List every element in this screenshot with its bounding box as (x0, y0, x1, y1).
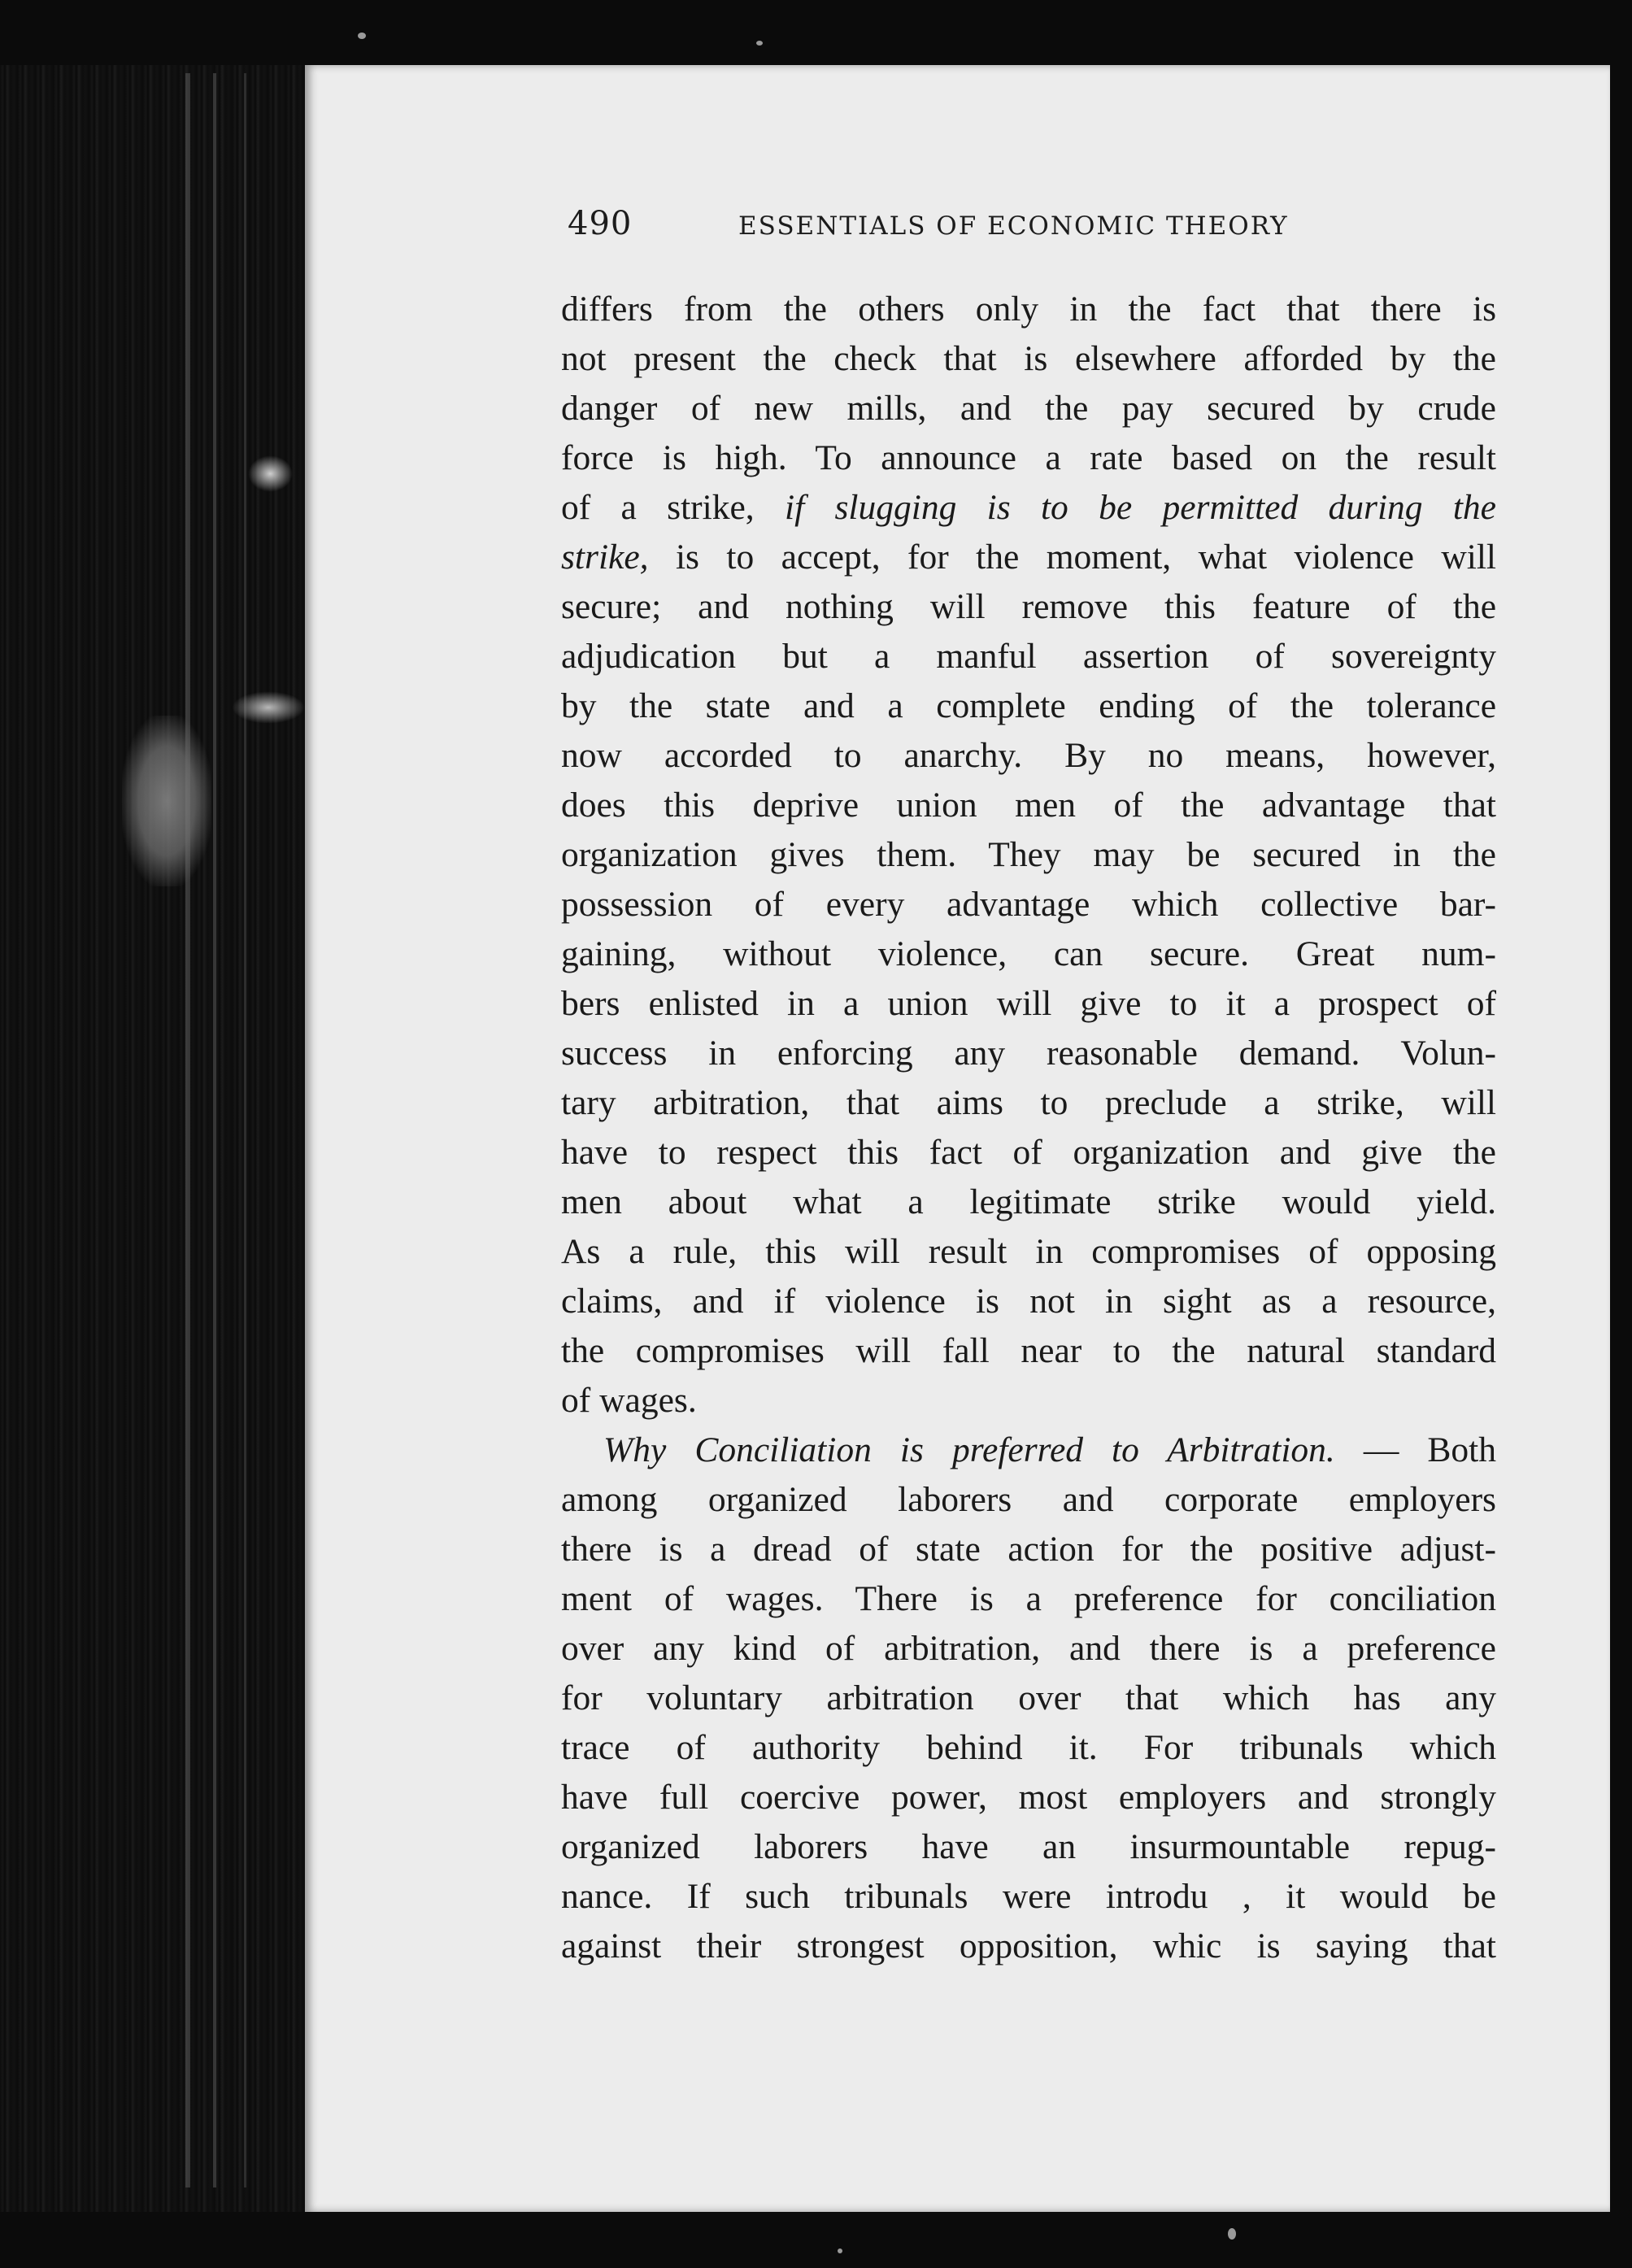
text-line: gaining, without violence, can secure. Great num- (561, 934, 1496, 973)
spine-stain (122, 716, 211, 886)
text-line: the compromises will fall near to the natural standard (561, 1331, 1496, 1370)
spine-fleck (248, 455, 293, 492)
text-line: now accorded to anarchy. By no means, however, (561, 736, 1496, 775)
running-head (568, 205, 1511, 242)
text-line: success in enforcing any reasonable demand. Volun- (561, 1034, 1496, 1073)
text-segment: of a strike, (561, 488, 785, 527)
text-line: tary arbitration, that aims to preclude a strike, will (561, 1083, 1496, 1122)
scan-speck (756, 41, 763, 46)
text-line: organization gives them. They may be secured in the (561, 835, 1496, 874)
spine-streak (213, 73, 216, 2187)
italic-phrase: strike, (561, 538, 649, 577)
section-heading: Why Conciliation is preferred to Arbitration. (603, 1430, 1335, 1469)
text-line: secure; and nothing will remove this feature of the (561, 587, 1496, 626)
text-line (561, 533, 1496, 582)
spine-fleck (232, 691, 305, 724)
scan-speck (358, 33, 366, 39)
text-line: of wages. (561, 1381, 697, 1420)
text-line: for voluntary arbitration over that which has any (561, 1678, 1496, 1717)
text-line: among organized laborers and corporate employers (561, 1480, 1496, 1519)
text-line: does this deprive union men of the advantage that (561, 786, 1496, 825)
scan-speck (1228, 2228, 1236, 2240)
section-heading-line (561, 1426, 1496, 1475)
text-line: men about what a legitimate strike would yield. (561, 1182, 1496, 1221)
spine-streak (244, 73, 246, 2187)
text-line: As a rule, this will result in compromises of opposing (561, 1232, 1496, 1271)
spine-streak (185, 73, 190, 2187)
book-spine-gutter (0, 65, 309, 2212)
text-line: over any kind of arbitration, and there is a preference (561, 1629, 1496, 1668)
text-line (561, 483, 1496, 533)
body-text (561, 285, 1496, 1971)
text-line: have to respect this fact of organization and give the (561, 1133, 1496, 1172)
text-segment: is to accept, for the moment, what violence will (648, 538, 1496, 577)
text-line: ment of wages. There is a preference for conciliation (561, 1579, 1496, 1618)
text-line: claims, and if violence is not in sight as a resource, (561, 1282, 1496, 1321)
text-line: possession of every advantage which collective bar- (561, 885, 1496, 924)
scan-speck (838, 2248, 842, 2253)
running-title: ESSENTIALS OF ECONOMIC THEORY (738, 211, 1289, 241)
text-line: organized laborers have an insurmountable repug- (561, 1827, 1496, 1866)
text-line: danger of new mills, and the pay secured by crude (561, 389, 1496, 428)
text-line: bers enlisted in a union will give to it a prospect of (561, 984, 1496, 1023)
text-line: nance. If such tribunals were introdu , it would be (561, 1877, 1496, 1916)
text-line: have full coercive power, most employers and strongly (561, 1778, 1496, 1817)
text-segment: — Both (1334, 1430, 1496, 1469)
text-line: force is high. To announce a rate based on the result (561, 438, 1496, 477)
text-line: not present the check that is elsewhere afforded by the (561, 339, 1496, 378)
page-number: 490 (568, 205, 633, 242)
italic-phrase: if slugging is to be permitted during the (785, 488, 1496, 527)
text-line: trace of authority behind it. For tribunals which (561, 1728, 1496, 1767)
text-line: differs from the others only in the fact that there is (561, 289, 1496, 329)
text-line: against their strongest opposition, whic is saying that (561, 1926, 1496, 1965)
text-line: adjudication but a manful assertion of sovereignty (561, 637, 1496, 676)
text-line: by the state and a complete ending of the tolerance (561, 686, 1496, 725)
text-line: there is a dread of state action for the positive adjust- (561, 1530, 1496, 1569)
